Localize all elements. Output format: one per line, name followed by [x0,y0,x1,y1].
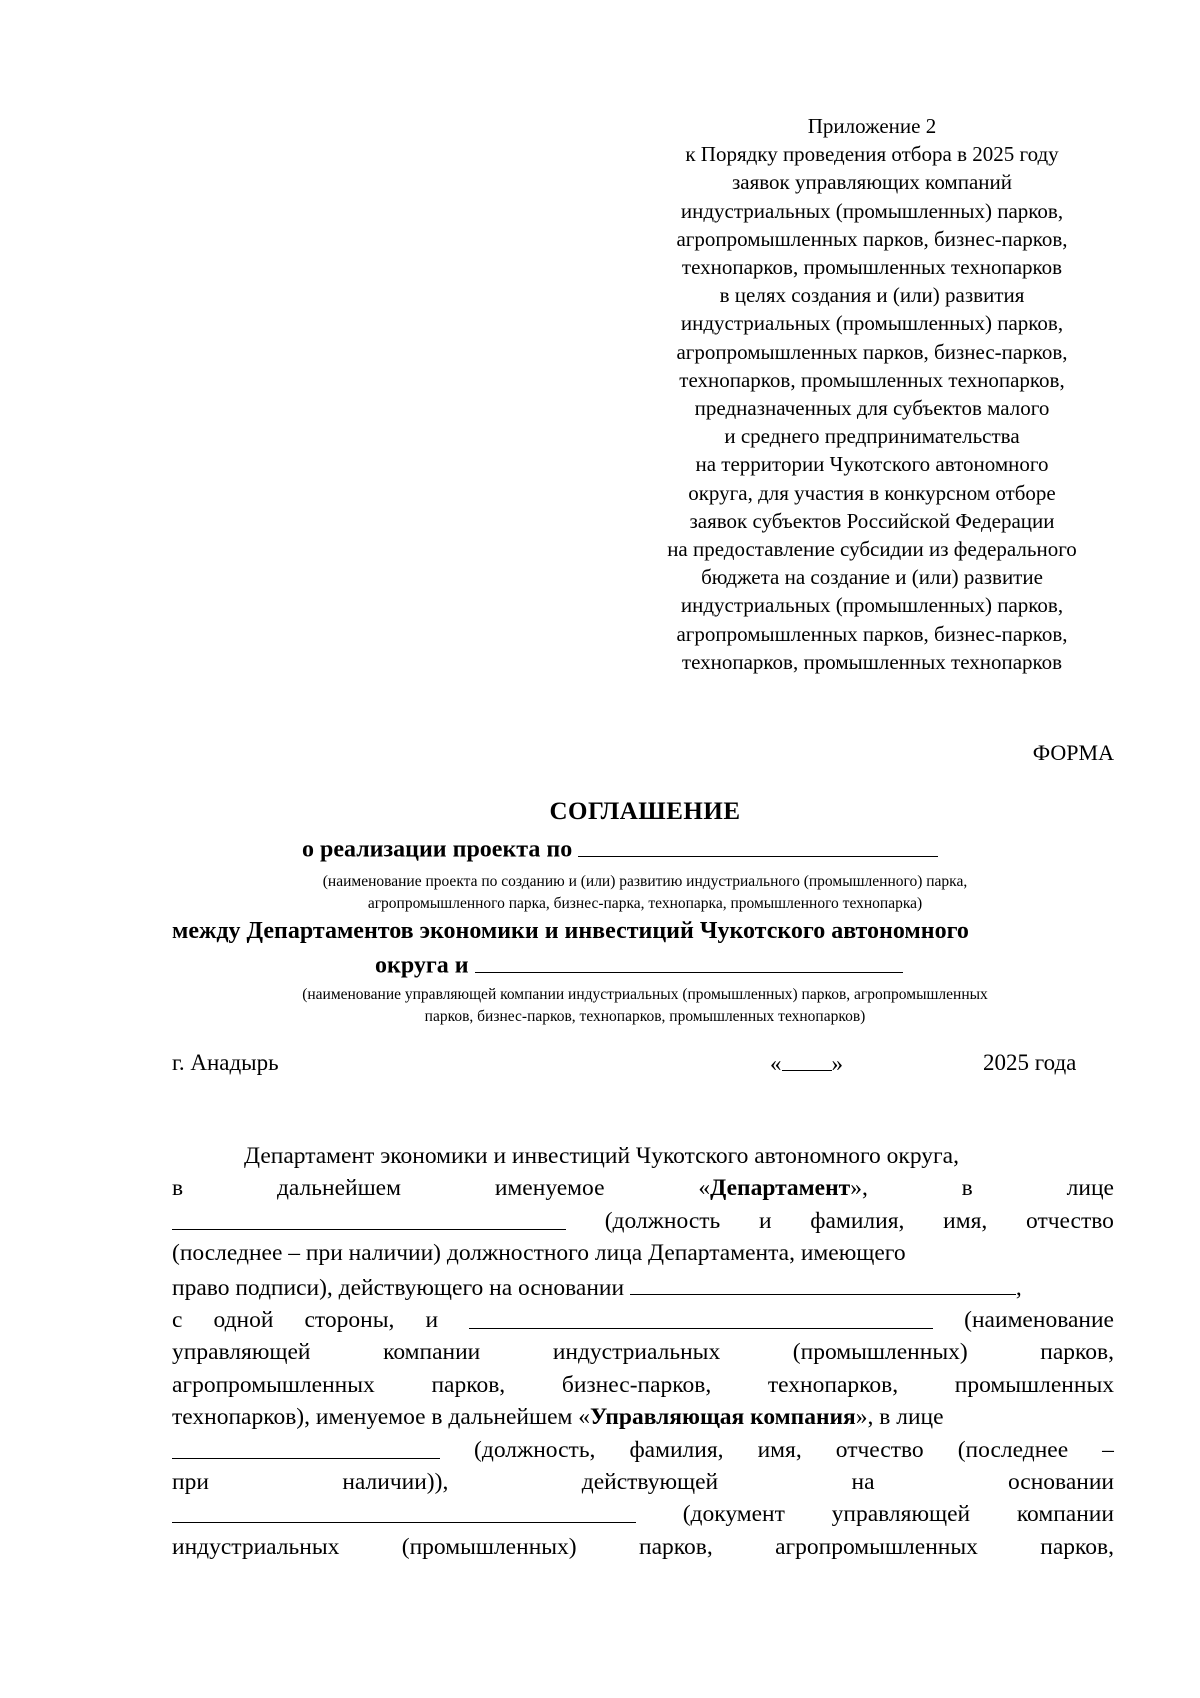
body-line-2 [172,1172,1114,1204]
appendix-line: заявок управляющих компаний [732,170,1012,195]
text-fragment: компании [383,1339,481,1366]
department-term: Департамент [710,1175,851,1202]
text-fragment: », в лице [855,1404,944,1431]
company-note [0,984,1200,1028]
text-fragment: имя, [757,1436,802,1463]
body-line-13 [172,1531,1114,1563]
text-fragment: стороны, [304,1307,395,1334]
text-fragment: промышленных [954,1371,1114,1398]
appendix-line: агропромышленных парков, бизнес-парков, [676,226,1068,251]
text-fragment: компании [1016,1501,1114,1528]
body-line-9 [172,1401,1114,1433]
text-fragment: в [172,1175,184,1202]
text-fragment: (должность [604,1207,721,1234]
text-fragment: », [850,1175,868,1202]
appendix-line: Приложение 2 [807,114,937,138]
appendix-line: заявок субъектов Российской Федерации [689,508,1055,533]
text-fragment: (промышленных) [792,1339,968,1366]
text-fragment: (документ [682,1501,785,1528]
date-quote-open: « [770,1051,782,1076]
document-blank [172,1498,636,1523]
official-blank [172,1205,566,1230]
text-fragment: парков, [1040,1339,1114,1366]
basis-blank [630,1270,1016,1295]
text-fragment: « [698,1175,711,1202]
appendix-line: агропромышленных парков, бизнес-парков, [676,339,1068,364]
appendix-line: на предоставление субсидии из федерального [667,537,1077,562]
body-line-8 [172,1369,1114,1401]
text-fragment: агропромышленных [172,1371,375,1398]
document-title: СОГЛАШЕНИЕ [549,798,741,825]
text-fragment: дальнейшем [276,1175,401,1202]
agreement-body [172,1140,1114,1563]
appendix-block [630,112,1114,676]
date-quote-close: » [831,1051,843,1076]
text-fragment: (последнее [957,1436,1069,1463]
appendix-line: технопарков, промышленных технопарков [681,255,1063,280]
company-note-line-2: парков, бизнес-парков, технопарков, промышленных технопарков) [424,1008,866,1025]
appendix-line: индустриальных (промышленных) парков, [680,593,1064,618]
appendix-line: на территории Чукотского автономного [695,452,1049,477]
text-fragment: фамилия, [629,1436,724,1463]
form-label: ФОРМА [1032,740,1114,765]
text-fragment: (должность, [474,1436,596,1463]
text-fragment: – [1102,1436,1114,1463]
text-fragment: бизнес-парков, [561,1371,712,1398]
between-line: между Департаментов экономики и инвестиций Чукотского автономного [172,918,969,944]
body-line-6 [172,1304,1114,1336]
appendix-line: и среднего предпринимательства [724,424,1020,449]
body-line-12 [172,1498,1114,1530]
appendix-line: индустриальных (промышленных) парков, [680,311,1064,336]
text-fragment: управляющей [831,1501,971,1528]
company-line [375,950,903,980]
text-fragment: и [425,1307,439,1334]
body-line-3 [172,1205,1114,1237]
text-fragment: лице [1066,1175,1114,1202]
text-fragment: одной [213,1307,274,1334]
year: 2025 года [983,1050,1077,1075]
text-fragment: фамилия, [810,1207,905,1234]
body-line-1 [172,1140,1114,1172]
text-fragment: Департамент экономики и инвестиций Чукотского автономного округа, [244,1143,959,1169]
text-fragment: (последнее – при наличии) должностного лица Департамента, имеющего [172,1240,906,1267]
project-note-line-2: агропромышленного парка, бизнес-парка, технопарка, промышленного технопарка) [367,895,923,912]
project-label: о реализации проекта по [302,836,573,863]
text-fragment: в [961,1175,973,1202]
body-line-5 [172,1270,1114,1304]
project-name-blank [578,834,938,857]
appendix-line: агропромышленных парков, бизнес-парков, [676,621,1068,646]
date-field [770,1050,843,1077]
body-line-4 [172,1237,1114,1269]
company-name-blank [475,950,903,973]
text-fragment: (промышленных) [401,1533,577,1560]
text-fragment: агропромышленных [775,1533,978,1560]
body-line-11 [172,1466,1114,1498]
appendix-line: к Порядку проведения отбора в 2025 году [685,142,1059,167]
appendix-line: округа, для участия в конкурсном отборе [688,480,1056,505]
text-fragment: парков, [1040,1533,1114,1560]
day-blank [782,1050,832,1071]
text-fragment: и [758,1207,772,1234]
text-fragment: отчество [1026,1207,1114,1234]
project-note-line-1: (наименование проекта по созданию и (или) развитию индустриального (промышленного) парка, [322,873,968,890]
text-fragment: индустриальных [172,1533,340,1560]
text-fragment: именуемое [494,1175,605,1202]
place: г. Анадырь [172,1050,279,1075]
appendix-line: индустриальных (промышленных) парков, [680,198,1064,223]
text-fragment: наличии)), [342,1469,449,1496]
text-fragment: технопарков, [767,1371,899,1398]
company-label: округа и [375,952,469,979]
project-line [302,834,938,864]
body-line-7 [172,1336,1114,1368]
text-fragment: имя, [943,1207,988,1234]
text-fragment: действующей [581,1469,719,1496]
appendix-line: технопарков, промышленных технопарков, [679,367,1065,392]
appendix-line: в целях создания и (или) развития [719,283,1025,308]
company-blank [469,1304,933,1329]
text-fragment: технопарков), именуемое в дальнейшем « [172,1404,591,1431]
text-fragment: на [851,1469,875,1496]
representative-blank [172,1434,440,1459]
company-note-line-1: (наименование управляющей компании индустриальных (промышленных) парков, агропромышленных [302,986,988,1003]
text-fragment: основании [1007,1469,1114,1496]
text-fragment: отчество [835,1436,924,1463]
text-fragment: парков, [431,1371,506,1398]
text-fragment: право подписи), действующего на основании [172,1274,625,1301]
appendix-line: предназначенных для субъектов малого [694,396,1050,421]
appendix-line: технопарков, промышленных технопарков [681,649,1063,674]
appendix-line: бюджета на создание и (или) развитие [701,565,1043,590]
text-fragment: с [172,1307,183,1334]
text-fragment: индустриальных [552,1339,721,1366]
body-line-10 [172,1434,1114,1466]
text-fragment: парков, [639,1533,713,1560]
text-fragment: , [1015,1274,1022,1301]
text-fragment: (наименование [964,1307,1114,1334]
text-fragment: управляющей [172,1339,311,1366]
management-company-term: Управляющая компания [590,1404,856,1431]
text-fragment: при [172,1469,209,1496]
project-note [0,871,1200,915]
